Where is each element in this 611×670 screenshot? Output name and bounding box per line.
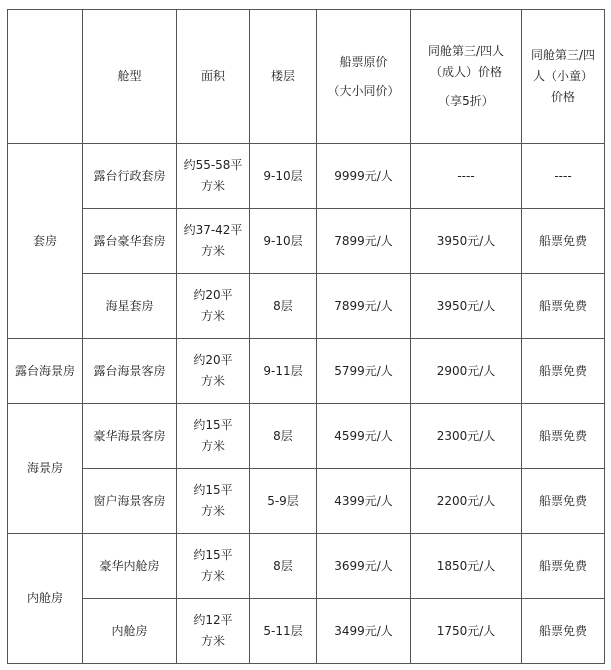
area-text: 约20平方米 xyxy=(193,288,233,323)
adult-price-cell: 2900元/人 xyxy=(411,339,522,404)
floor-cell: 5-9层 xyxy=(250,469,317,534)
area-text: 约55-58平方米 xyxy=(183,158,243,193)
price-cell: 9999元/人 xyxy=(317,144,411,209)
floor-cell: 8层 xyxy=(250,274,317,339)
area-cell xyxy=(177,599,250,664)
category-cell: 露台海景房 xyxy=(8,339,83,404)
header-original-price-note: （大小同价） xyxy=(327,83,400,98)
table-row xyxy=(8,534,605,599)
child-price-cell: ---- xyxy=(522,144,605,209)
area-cell xyxy=(177,144,250,209)
table-row xyxy=(8,209,605,274)
cabin-type-cell: 露台行政套房 xyxy=(83,144,177,209)
area-text: 约15平方米 xyxy=(193,483,233,518)
price-cell: 4399元/人 xyxy=(317,469,411,534)
floor-cell: 5-11层 xyxy=(250,599,317,664)
area-cell xyxy=(177,469,250,534)
adult-price-cell: 3950元/人 xyxy=(411,274,522,339)
cabin-type-cell: 露台豪华套房 xyxy=(83,209,177,274)
cabin-price-table-container xyxy=(7,9,605,664)
table-row xyxy=(8,274,605,339)
price-cell: 7899元/人 xyxy=(317,209,411,274)
child-price-cell: 船票免费 xyxy=(522,209,605,274)
table-row xyxy=(8,599,605,664)
table-row xyxy=(8,144,605,209)
cabin-type-cell: 窗户海景客房 xyxy=(83,469,177,534)
header-row xyxy=(8,10,605,144)
cabin-price-table xyxy=(7,9,605,664)
header-adult-price-title: 同舱第三/四人（成人）价格 xyxy=(427,44,505,79)
child-price-cell: 船票免费 xyxy=(522,339,605,404)
category-cell: 套房 xyxy=(8,144,83,339)
price-cell: 3499元/人 xyxy=(317,599,411,664)
table-row xyxy=(8,339,605,404)
header-child-price xyxy=(522,10,605,144)
cabin-type-cell: 内舱房 xyxy=(83,599,177,664)
area-cell xyxy=(177,209,250,274)
child-price-cell: 船票免费 xyxy=(522,599,605,664)
adult-price-cell: ---- xyxy=(411,144,522,209)
header-area: 面积 xyxy=(177,10,250,144)
floor-cell: 8层 xyxy=(250,404,317,469)
area-text: 约15平方米 xyxy=(193,548,233,583)
area-cell xyxy=(177,339,250,404)
price-cell: 5799元/人 xyxy=(317,339,411,404)
header-adult-price-discount: （享5折） xyxy=(438,94,494,108)
header-original-price xyxy=(317,10,411,144)
category-cell: 海景房 xyxy=(8,404,83,534)
child-price-cell: 船票免费 xyxy=(522,534,605,599)
header-child-price-title: 同舱第三/四人（小童）价格 xyxy=(530,48,596,104)
area-cell xyxy=(177,274,250,339)
table-row xyxy=(8,404,605,469)
price-cell: 4599元/人 xyxy=(317,404,411,469)
header-floor: 楼层 xyxy=(250,10,317,144)
child-price-cell: 船票免费 xyxy=(522,404,605,469)
price-cell: 7899元/人 xyxy=(317,274,411,339)
adult-price-cell: 1850元/人 xyxy=(411,534,522,599)
cabin-type-cell: 豪华内舱房 xyxy=(83,534,177,599)
area-text: 约20平方米 xyxy=(193,353,233,388)
adult-price-cell: 3950元/人 xyxy=(411,209,522,274)
header-original-price-title: 船票原价 xyxy=(339,54,388,69)
adult-price-cell: 2200元/人 xyxy=(411,469,522,534)
cabin-type-cell: 露台海景客房 xyxy=(83,339,177,404)
price-cell: 3699元/人 xyxy=(317,534,411,599)
table-row xyxy=(8,469,605,534)
area-cell xyxy=(177,534,250,599)
floor-cell: 9-10层 xyxy=(250,144,317,209)
child-price-cell: 船票免费 xyxy=(522,274,605,339)
area-text: 约15平方米 xyxy=(193,418,233,453)
floor-cell: 8层 xyxy=(250,534,317,599)
header-cabin-type: 舱型 xyxy=(83,10,177,144)
area-cell xyxy=(177,404,250,469)
category-cell: 内舱房 xyxy=(8,534,83,664)
floor-cell: 9-11层 xyxy=(250,339,317,404)
child-price-cell: 船票免费 xyxy=(522,469,605,534)
floor-cell: 9-10层 xyxy=(250,209,317,274)
cabin-type-cell: 豪华海景客房 xyxy=(83,404,177,469)
adult-price-cell: 2300元/人 xyxy=(411,404,522,469)
area-text: 约37-42平方米 xyxy=(183,223,243,258)
cabin-type-cell: 海星套房 xyxy=(83,274,177,339)
area-text: 约12平方米 xyxy=(193,613,233,648)
header-adult-price xyxy=(411,10,522,144)
adult-price-cell: 1750元/人 xyxy=(411,599,522,664)
header-category xyxy=(8,10,83,144)
